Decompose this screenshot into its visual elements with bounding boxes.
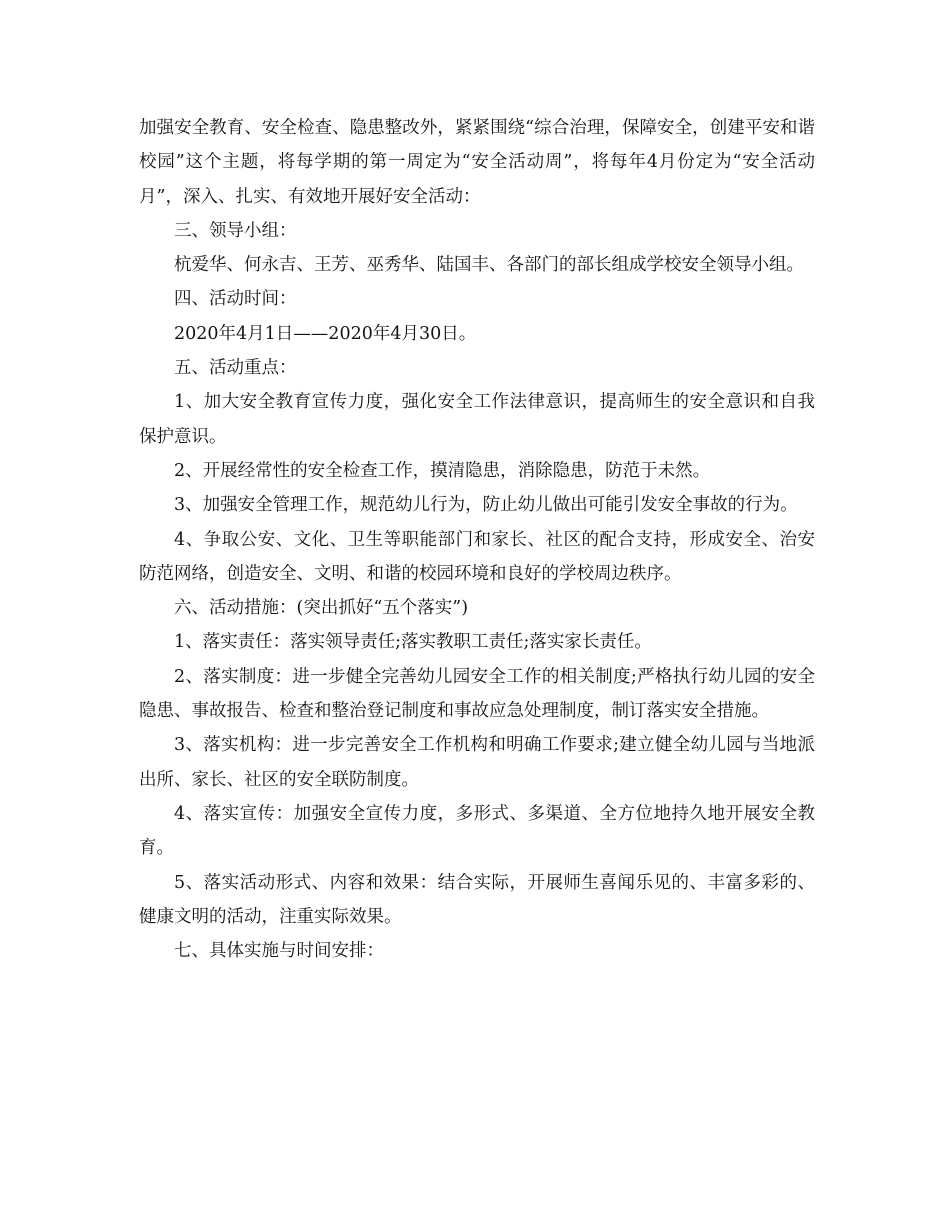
heading-implementation-schedule: 七、具体实施与时间安排：: [174, 941, 384, 962]
measure-item-2: 2、落实制度：进一步健全完善幼儿园安全工作的相关制度;严格执行幼儿园的安全隐患、事故报告、检查和整治登记制度和事故应急处理制度，制订落实安全措施。: [139, 666, 815, 722]
focus-item-1: 1、加大安全教育宣传力度，强化安全工作法律意识，提高师生的安全意识和自我保护意识。: [139, 392, 815, 447]
focus-item-3: 3、加强安全管理工作，规范幼儿行为，防止幼儿做出可能引发安全事故的行为。: [174, 495, 798, 516]
measure-item-3: 3、落实机构：进一步完善安全工作机构和明确工作要求;建立健全幼儿园与当地派出所、家长、社区的安全联防制度。: [139, 735, 815, 790]
paragraph-activity-dates: 2020年4月1日——2020年4月30日。: [174, 323, 477, 344]
paragraph-opening: 加强安全教育、安全检查、隐患整改外，紧紧围绕“综合治理，保障安全，创建平安和谐校园”这个主题，将每学期的第一周定为“安全活动周”，将每年4月份定为“安全活动月”，深入、扎实、有效地开展好安全活动：: [139, 118, 815, 207]
paragraph-leadership-members: 杭爱华、何永吉、王芳、巫秀华、陆国丰、各部门的部长组成学校安全领导小组。: [174, 255, 804, 276]
document-body: [139, 111, 815, 968]
heading-activity-measures: 六、活动措施：(突出抓好“五个落实”): [174, 598, 469, 619]
focus-item-2: 2、开展经常性的安全检查工作，摸清隐患，消除隐患，防范于未然。: [174, 460, 711, 481]
measure-item-4: 4、落实宣传：加强安全宣传力度，多形式、多渠道、全方位地持久地开展安全教育。: [139, 803, 815, 859]
focus-item-4: 4、争取公安、文化、卫生等职能部门和家长、社区的配合支持，形成安全、治安防范网络，创造安全、文明、和谐的校园环境和良好的学校周边秩序。: [139, 529, 815, 584]
heading-activity-time: 四、活动时间：: [174, 289, 297, 310]
heading-leadership-group: 三、领导小组：: [174, 220, 297, 241]
measure-item-1: 1、落实责任：落实领导责任;落实教职工责任;落实家长责任。: [174, 632, 652, 653]
measure-item-5: 5、落实活动形式、内容和效果：结合实际，开展师生喜闻乐见的、丰富多彩的、健康文明的活动，注重实际效果。: [139, 872, 815, 927]
heading-activity-focus: 五、活动重点：: [174, 358, 297, 379]
